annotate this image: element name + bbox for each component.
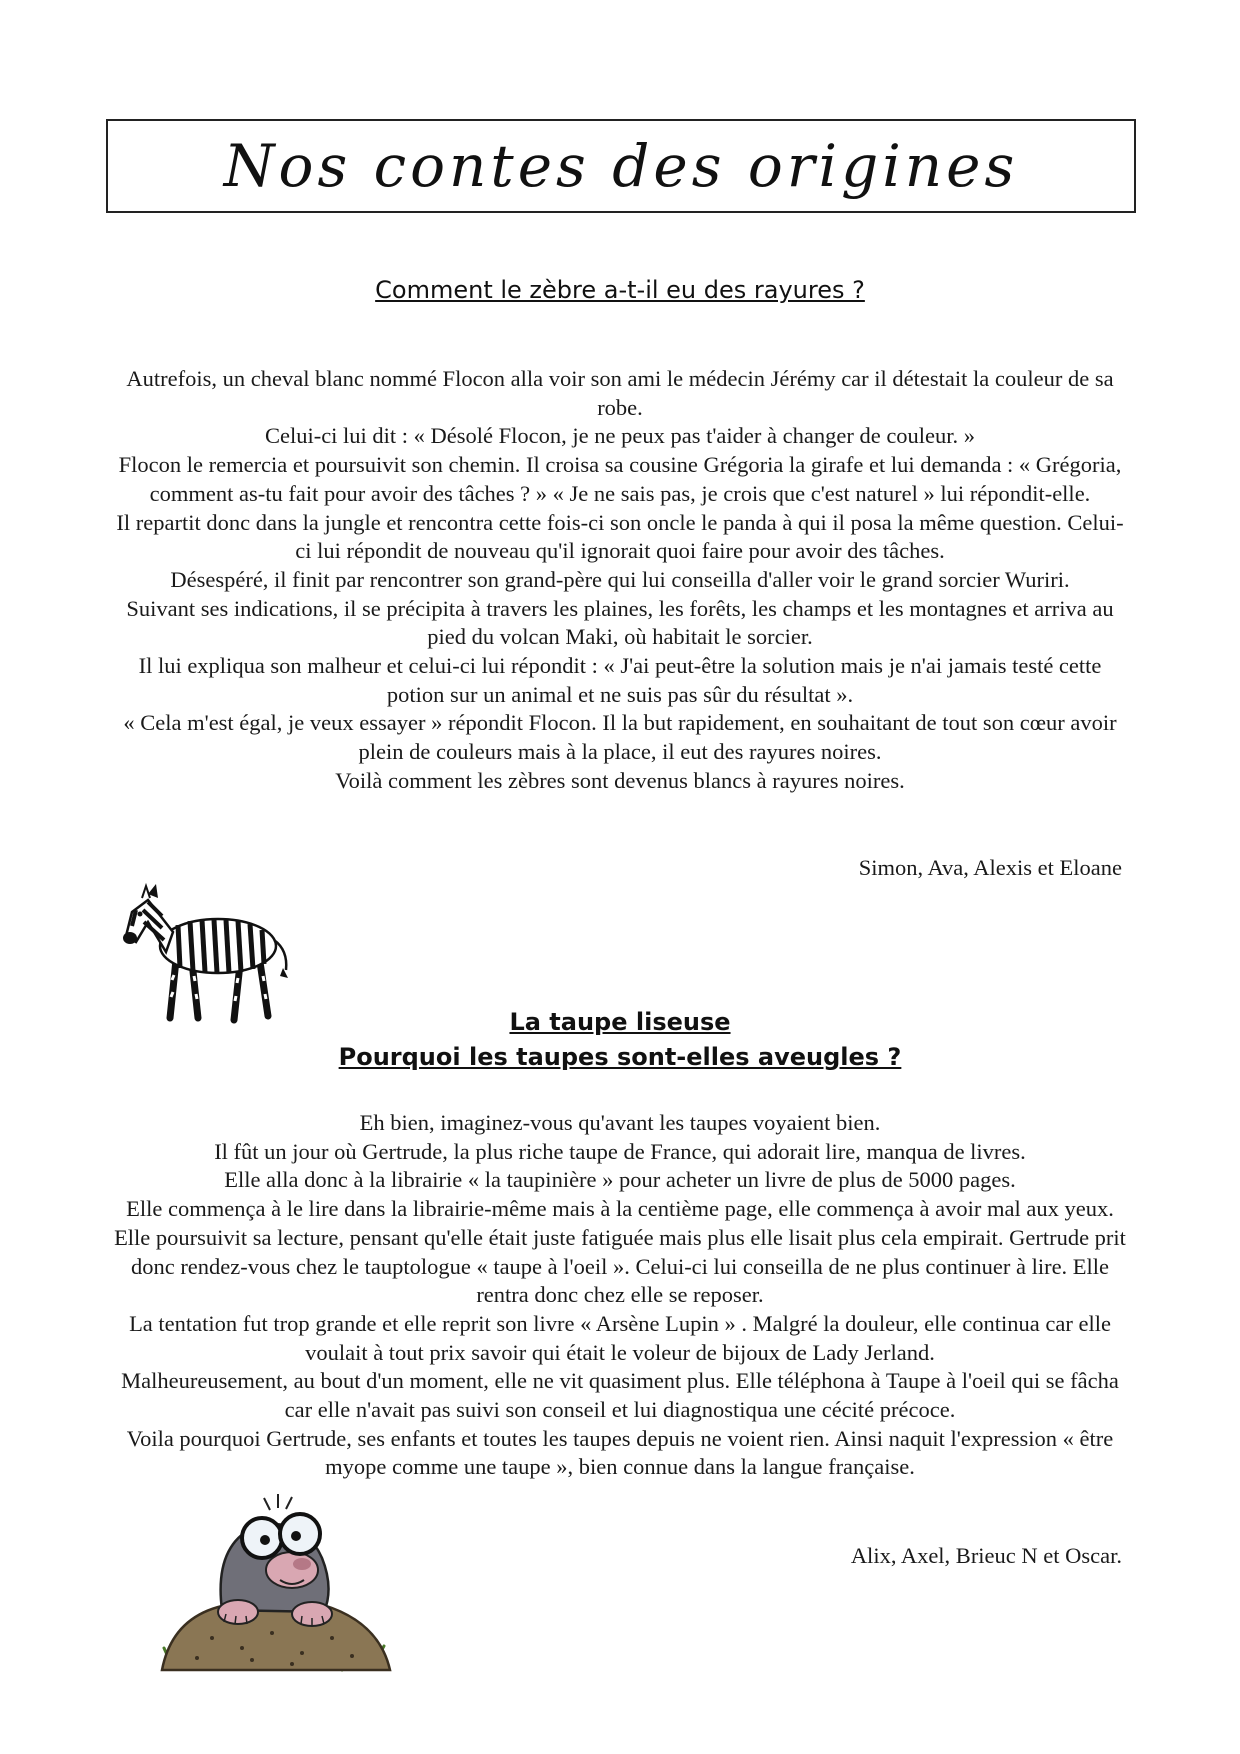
- story2-paragraph: Eh bien, imaginez-vous qu'avant les taupes voyaient bien.: [359, 1110, 881, 1135]
- story2-paragraph: La tentation fut trop grande et elle reprit son livre « Arsène Lupin » . Malgré la douleur, elle continua car elle voulait à tout prix savoir qui était le voleur de bijoux de Lady Jerland.: [129, 1310, 1111, 1365]
- story2-title: La taupe liseuse: [509, 1008, 731, 1036]
- story2-subtitle: Pourquoi les taupes sont-elles aveugles ?: [338, 1043, 902, 1071]
- title-box: [106, 119, 1136, 213]
- story2-paragraph: Voila pourquoi Gertrude, ses enfants et toutes les taupes depuis ne voient rien. Ainsi naquit l'expression « être myope comme une taupe », bien connue dans la langue française.: [126, 1425, 1114, 1480]
- story2-paragraph: Elle alla donc à la librairie « la taupinière » pour acheter un livre de plus de 5000 pages.: [224, 1167, 1016, 1193]
- story1-paragraph: Suivant ses indications, il se précipita à travers les plaines, les forêts, les champs et les montagnes et arriva au pied du volcan Maki, où habitait le sorcier.: [126, 595, 1114, 650]
- story1-title: Comment le zèbre a-t-il eu des rayures ?: [375, 276, 865, 304]
- page-title: Nos contes des origines: [223, 132, 1019, 200]
- story1-paragraph: « Cela m'est égal, je veux essayer » répondit Flocon. Il la but rapidement, en souhaitant de tout son cœur avoir plein de couleurs mais à la place, il eut des rayures noires.: [123, 710, 1117, 765]
- story2-paragraph: Malheureusement, au bout d'un moment, elle ne vit quasiment plus. Elle téléphona à Taupe à l'oeil qui se fâcha car elle n'avait pas suivi son conseil et lui diagnostiqua une cécité précoce.: [121, 1368, 1119, 1423]
- story2-body: [110, 1109, 1130, 1482]
- mole-illustration: [152, 1488, 402, 1683]
- story1-paragraph: Voilà comment les zèbres sont devenus blancs à rayures noires.: [335, 767, 905, 793]
- story1-paragraph: Il repartit donc dans la jungle et rencontra cette fois-ci son oncle le panda à qui il posa la même question. Celui-ci lui répondit de nouveau qu'il ignorait quoi faire pour avoir des tâches.: [116, 509, 1124, 564]
- story2-paragraph: Elle commença à le lire dans la librairie-même mais à la centième page, elle commença à avoir mal aux yeux. Elle poursuivit sa lecture, pensant qu'elle était juste fatiguée mais plus elle lisait plus cela empirait. Gertrude prit donc rendez-vous chez le tauptologue « taupe à l'oeil ». Celui-ci lui conseilla de ne plus continuer à lire. Elle rentra donc chez elle se reposer.: [114, 1196, 1126, 1308]
- story1-paragraph: Flocon le remercia et poursuivit son chemin. Il croisa sa cousine Grégoria la girafe et lui demanda : « Grégoria, comment as-tu fait pour avoir des tâches ? » « Je ne sais pas, je crois que c'est naturel » lui répondit-elle.: [118, 452, 1122, 506]
- story2-paragraph: Il fût un jour où Gertrude, la plus riche taupe de France, qui adorait lire, manqua de livres.: [214, 1138, 1026, 1164]
- story2-authors: Alix, Axel, Brieuc N et Oscar.: [850, 1543, 1122, 1568]
- story1-paragraph: Désespéré, il finit par rencontrer son grand-père qui lui conseilla d'aller voir le grand sorcier Wuriri.: [170, 566, 1070, 592]
- story1-body: [110, 365, 1130, 796]
- story1-paragraph: Autrefois, un cheval blanc nommé Flocon alla voir son ami le médecin Jérémy car il détestait la couleur de sa robe.: [126, 366, 1114, 420]
- story1-authors: Simon, Ava, Alexis et Eloane: [858, 855, 1122, 880]
- story1-paragraph: Il lui expliqua son malheur et celui-ci lui répondit : « J'ai peut-être la solution mais je n'ai jamais testé cette potion sur un animal et ne suis pas sûr du résultat ».: [138, 653, 1102, 707]
- story1-paragraph: Celui-ci lui dit : « Désolé Flocon, je ne peux pas t'aider à changer de couleur. »: [264, 423, 976, 449]
